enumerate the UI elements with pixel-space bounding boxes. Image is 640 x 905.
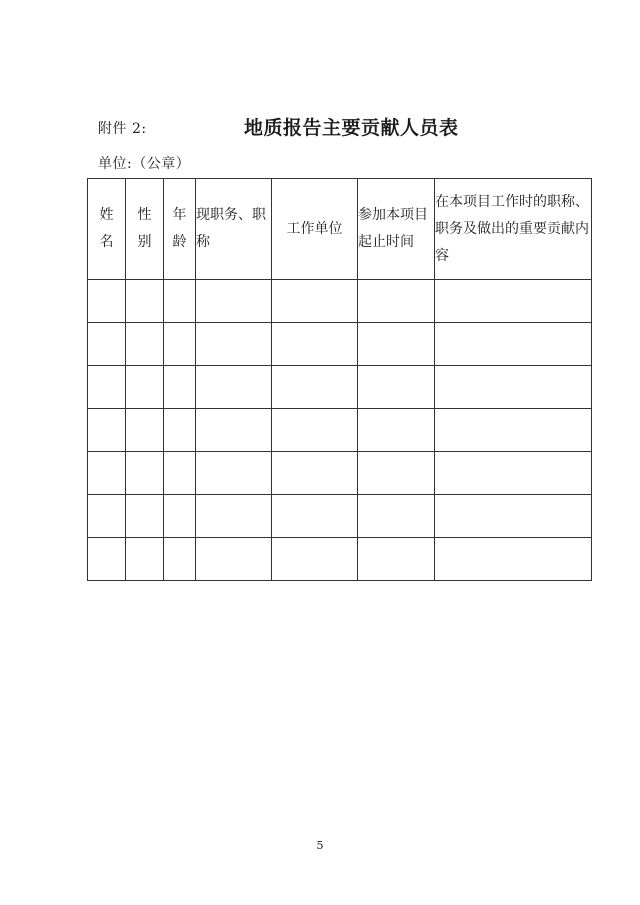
table-cell[interactable] xyxy=(196,538,272,581)
table-cell[interactable] xyxy=(272,323,358,366)
attachment-label: 附件 2: xyxy=(98,121,147,137)
table-cell[interactable] xyxy=(272,280,358,323)
table-cell[interactable] xyxy=(126,538,164,581)
table-cell[interactable] xyxy=(126,495,164,538)
table-row xyxy=(88,409,592,452)
table-cell[interactable] xyxy=(196,409,272,452)
table-cell[interactable] xyxy=(358,452,435,495)
table-cell[interactable] xyxy=(196,495,272,538)
table-cell[interactable] xyxy=(164,323,196,366)
table-cell[interactable] xyxy=(88,280,126,323)
table-cell[interactable] xyxy=(358,323,435,366)
table-cell[interactable] xyxy=(196,280,272,323)
table-cell[interactable] xyxy=(88,495,126,538)
table-cell[interactable] xyxy=(126,409,164,452)
table-header-row xyxy=(88,179,592,280)
column-header-gender: 性别 xyxy=(126,179,164,280)
table-cell[interactable] xyxy=(435,452,592,495)
table-cell[interactable] xyxy=(164,538,196,581)
table-cell[interactable] xyxy=(164,366,196,409)
table-cell[interactable] xyxy=(358,409,435,452)
table-row xyxy=(88,495,592,538)
table-cell[interactable] xyxy=(435,495,592,538)
table-cell[interactable] xyxy=(272,366,358,409)
table-cell[interactable] xyxy=(358,280,435,323)
table-cell[interactable] xyxy=(196,452,272,495)
table-cell[interactable] xyxy=(435,366,592,409)
table-cell[interactable] xyxy=(272,538,358,581)
page-number: 5 xyxy=(316,839,324,852)
column-header-participation-period: 参加本项目起止时间 xyxy=(358,179,435,280)
table-cell[interactable] xyxy=(272,495,358,538)
unit-seal-line: 单位:（公章） xyxy=(98,156,191,172)
table-cell[interactable] xyxy=(88,538,126,581)
table-cell[interactable] xyxy=(272,409,358,452)
column-header-name: 姓名 xyxy=(88,179,126,280)
table-cell[interactable] xyxy=(88,409,126,452)
table-cell[interactable] xyxy=(435,280,592,323)
column-header-work-unit: 工作单位 xyxy=(272,179,358,280)
table-cell[interactable] xyxy=(196,366,272,409)
table-cell[interactable] xyxy=(358,538,435,581)
table-cell[interactable] xyxy=(126,280,164,323)
table-cell[interactable] xyxy=(164,280,196,323)
contributors-table xyxy=(87,178,592,581)
table-cell[interactable] xyxy=(435,323,592,366)
table-cell[interactable] xyxy=(126,366,164,409)
table-cell[interactable] xyxy=(358,495,435,538)
table-cell[interactable] xyxy=(435,538,592,581)
table-row xyxy=(88,538,592,581)
table-row xyxy=(88,452,592,495)
column-header-contribution: 在本项目工作时的职称、职务及做出的重要贡献内容 xyxy=(435,179,592,280)
table-cell[interactable] xyxy=(88,323,126,366)
table-cell[interactable] xyxy=(164,452,196,495)
table-cell[interactable] xyxy=(88,366,126,409)
table-cell[interactable] xyxy=(272,452,358,495)
table-cell[interactable] xyxy=(88,452,126,495)
table-cell[interactable] xyxy=(164,495,196,538)
table-cell[interactable] xyxy=(358,366,435,409)
column-header-position-title: 现职务、职称 xyxy=(196,179,272,280)
table-row xyxy=(88,366,592,409)
table-row xyxy=(88,280,592,323)
table-cell[interactable] xyxy=(126,452,164,495)
table-cell[interactable] xyxy=(164,409,196,452)
page-title: 地质报告主要贡献人员表 xyxy=(244,117,459,139)
table-cell[interactable] xyxy=(126,323,164,366)
table-cell[interactable] xyxy=(435,409,592,452)
table-cell[interactable] xyxy=(196,323,272,366)
column-header-age: 年龄 xyxy=(164,179,196,280)
table-row xyxy=(88,323,592,366)
